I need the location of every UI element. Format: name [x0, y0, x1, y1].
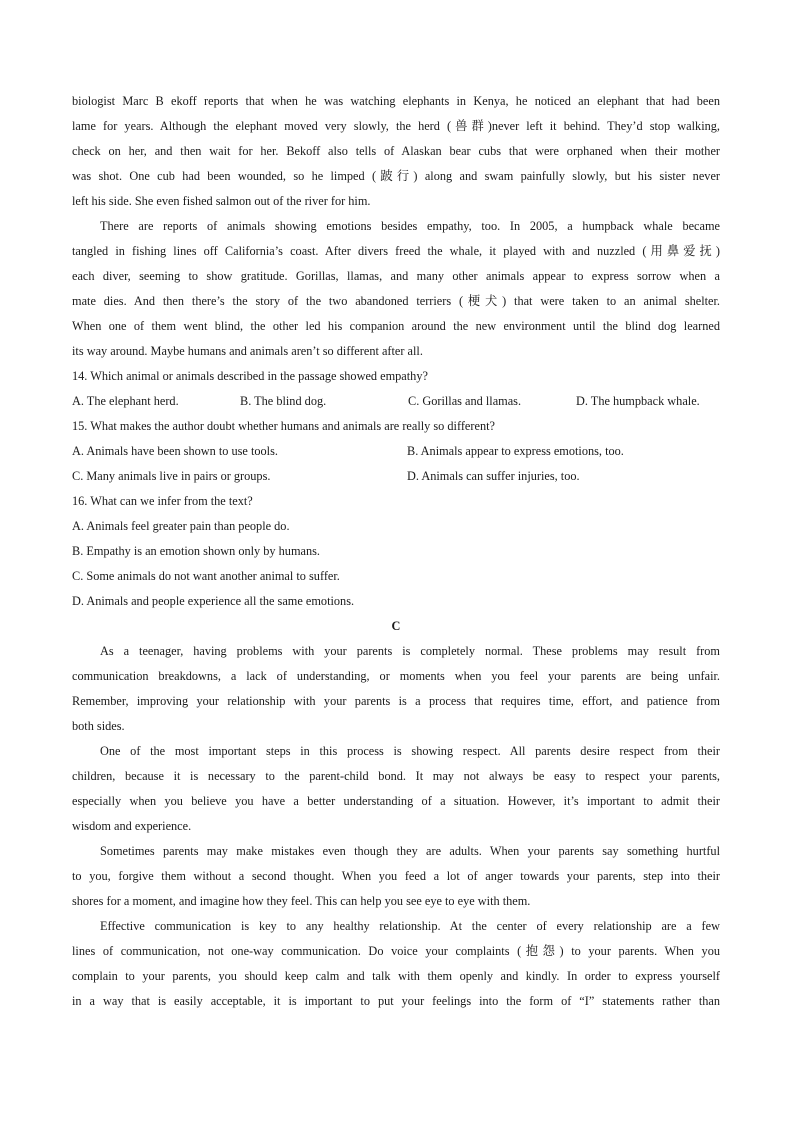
text-line: One of the most important steps in this process is showing respect. All parents desire respect from their [100, 744, 720, 758]
text-line: Remember, improving your relationship with your parents is a process that requires time, effort, and patience from [72, 694, 720, 708]
text-line: left his side. She even fished salmon out of the river for him. [72, 194, 371, 208]
text-line: its way around. Maybe humans and animals aren’t so different after all. [72, 344, 423, 358]
option-b: B. Animals appear to express emotions, too. [407, 444, 624, 458]
option-a: A. The elephant herd. [72, 394, 179, 408]
question-stem: 15. What makes the author doubt whether humans and animals are really so different? [72, 419, 495, 433]
text-line: check on her, and then wait for her. Bekoff also tells of Alaskan bear cubs that were orphaned when their mother [72, 144, 720, 158]
text-line: shores for a moment, and imagine how they feel. This can help you see eye to eye with them. [72, 894, 531, 908]
question-16 [72, 489, 720, 614]
text-line: When one of them went blind, the other led his companion around the new environment until the blind dog learned [72, 319, 720, 333]
text-line: biologist Marc B ekoff reports that when he was watching elephants in Kenya, he noticed an elephant that had been [72, 94, 720, 108]
text-line: wisdom and experience. [72, 819, 192, 833]
option-a: A. Animals have been shown to use tools. [72, 444, 278, 458]
passage-c-paragraph-2 [72, 739, 720, 839]
option-c: C. Many animals live in pairs or groups. [72, 469, 271, 483]
question-14 [72, 364, 720, 414]
section-heading-c: C [391, 619, 401, 633]
passage-c-paragraph-1 [72, 639, 720, 739]
option-d: D. The humpback whale. [576, 394, 700, 408]
text-line: each diver, seeming to show gratitude. Gorillas, llamas, and many other animals appear to express sorrow when a [72, 269, 720, 283]
option-c: C. Gorillas and llamas. [408, 394, 522, 408]
option-a: A. Animals feel greater pain than people do. [72, 519, 290, 533]
text-line: both sides. [72, 719, 125, 733]
text-line: mate dies. And then there’s the story of the two abandoned terriers (梗犬) that were taken to an animal shelter. [72, 294, 720, 308]
answer-options-row-2 [72, 464, 720, 489]
text-line: tangled in fishing lines off California’s coast. After divers freed the whale, it played with and nuzzled (用鼻爱抚) [72, 244, 720, 258]
answer-options-row-1 [72, 439, 720, 464]
text-line: to you, forgive them without a second thought. When you feed a lot of anger towards your parents, step into their [72, 869, 720, 883]
option-b: B. Empathy is an emotion shown only by humans. [72, 544, 320, 558]
text-line: lame for years. Although the elephant moved very slowly, the herd (兽群)never left it behind. They’d stop walking, [72, 119, 720, 133]
text-line: As a teenager, having problems with your parents is completely normal. These problems may result from [100, 644, 720, 658]
document-page [72, 89, 720, 1014]
text-line: was shot. One cub had been wounded, so he limped (跛行) along and swam painfully slowly, but his sister never [72, 169, 720, 183]
text-line: children, because it is necessary to the parent-child bond. It may not always be easy to respect your parents, [72, 769, 720, 783]
text-line: There are reports of animals showing emotions besides empathy, too. In 2005, a humpback whale became [100, 219, 720, 233]
answer-options [72, 389, 720, 414]
text-line: Effective communication is key to any healthy relationship. At the center of every relationship are a few [100, 919, 720, 933]
text-line: Sometimes parents may make mistakes even though they are adults. When your parents say something hurtful [100, 844, 720, 858]
text-line: especially when you believe you have a better understanding of a situation. However, it’s important to admit their [72, 794, 720, 808]
passage-c-paragraph-4 [72, 914, 720, 1014]
question-15 [72, 414, 720, 489]
passage-b-paragraph-2 [72, 214, 720, 364]
text-line: in a way that is easily acceptable, it is important to put your feelings into the form of “I” statements rather than [72, 994, 720, 1008]
option-c: C. Some animals do not want another animal to suffer. [72, 569, 340, 583]
passage-b-paragraph-1 [72, 89, 720, 214]
option-d: D. Animals and people experience all the same emotions. [72, 594, 355, 608]
passage-c-paragraph-3 [72, 839, 720, 914]
option-d: D. Animals can suffer injuries, too. [407, 469, 580, 483]
text-line: communication breakdowns, a lack of understanding, or moments when you feel your parents are being unfair. [72, 669, 720, 683]
question-stem: 14. Which animal or animals described in the passage showed empathy? [72, 369, 428, 383]
text-line: complain to your parents, you should keep calm and talk with them openly and kindly. In order to express yourself [72, 969, 720, 983]
text-line: lines of communication, not one-way communication. Do voice your complaints (抱怨) to your parents. When you [72, 944, 720, 958]
question-stem: 16. What can we infer from the text? [72, 494, 253, 508]
option-b: B. The blind dog. [240, 394, 327, 408]
